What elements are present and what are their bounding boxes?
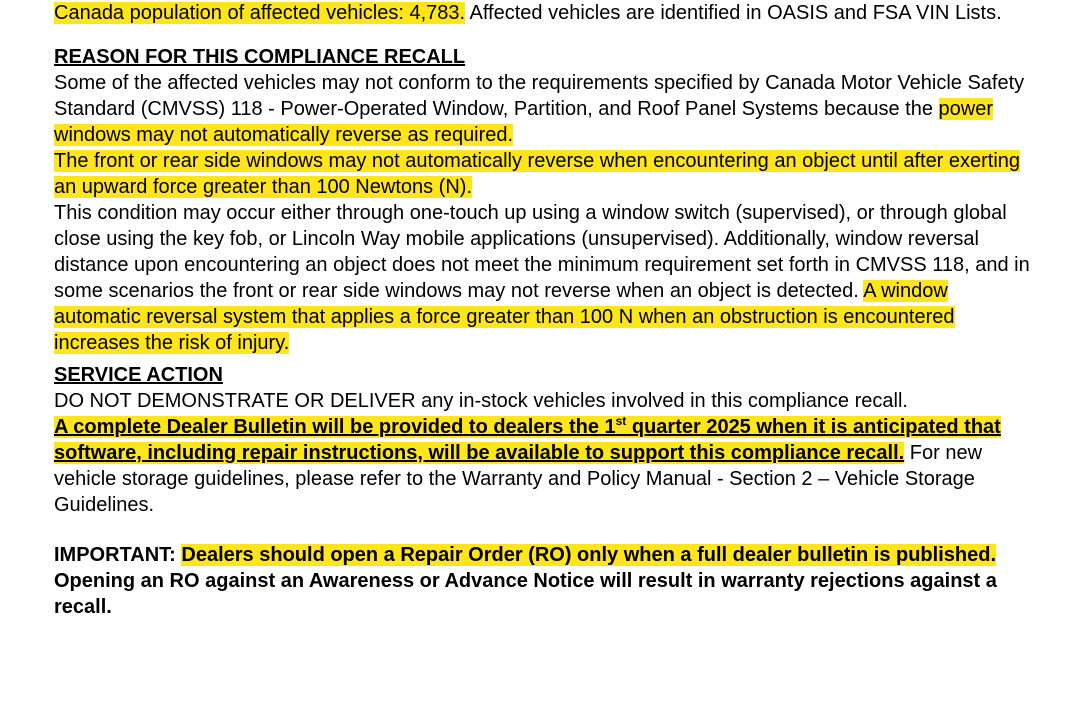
reason-p1-text: Some of the affected vehicles may not conform to the requirements specified by Canada Motor Vehicle Safety Standard (CMVSS) 118 - Power-Operated Window, Partition, and Roof Panel Systems because the <box>54 72 1025 120</box>
reason-paragraph-2 <box>54 148 1034 200</box>
recall-document <box>54 0 1034 620</box>
dealer-bulletin-sup: st <box>615 414 627 428</box>
affected-population-rest: Affected vehicles are identified in OASIS and FSA VIN Lists. <box>465 2 1002 24</box>
important-paragraph <box>54 542 1034 620</box>
reason-paragraph-1 <box>54 70 1034 148</box>
service-bulletin-paragraph <box>54 414 1034 518</box>
important-label: IMPORTANT: <box>54 544 182 566</box>
dealer-bulletin-part-a: A complete Dealer Bulletin will be provided to dealers the 1 <box>54 416 616 438</box>
service-do-not-deliver: DO NOT DEMONSTRATE OR DELIVER any in-stock vehicles involved in this compliance recall. <box>54 390 908 412</box>
important-highlight: Dealers should open a Repair Order (RO) only when a full dealer bulletin is published. <box>181 544 996 566</box>
reason-p1-highlight: power windows may not automatically reverse as required. <box>54 98 993 146</box>
affected-population-highlight: Canada population of affected vehicles: 4,783. <box>54 2 466 24</box>
reason-paragraph-3 <box>54 200 1034 356</box>
affected-population-paragraph <box>54 0 1034 26</box>
reason-heading: REASON FOR THIS COMPLIANCE RECALL <box>54 46 466 68</box>
service-action-heading: SERVICE ACTION <box>54 364 223 386</box>
dealer-bulletin-highlight <box>54 416 1001 464</box>
storage-guidelines-text: For new vehicle storage guidelines, please refer to the Warranty and Policy Manual - Section 2 – Vehicle Storage Guidelines. <box>54 442 983 516</box>
important-rest: Opening an RO against an Awareness or Advance Notice will result in warranty rejections against a recall. <box>54 570 997 618</box>
reason-p3-highlight: A window automatic reversal system that applies a force greater than 100 N when an obstruction is encountered increases the risk of injury. <box>54 280 955 354</box>
dealer-bulletin-part-b: quarter 2025 when it is anticipated that software, including repair instructions, will be available to support this compliance recall. <box>54 416 1001 464</box>
reason-p3-text: This condition may occur either through one-touch up using a window switch (supervised), or through global close using the key fob, or Lincoln Way mobile applications (unsupervised). Additionally, window reversal distance upon encountering an object does not meet the minimum requirement set forth in CMVSS 118, and in some scenarios the front or rear side windows may not reverse when an object is detected. <box>54 202 1030 302</box>
reason-p2-highlight: The front or rear side windows may not automatically reverse when encountering an object until after exerting an upward force greater than 100 Newtons (N). <box>54 150 1021 198</box>
